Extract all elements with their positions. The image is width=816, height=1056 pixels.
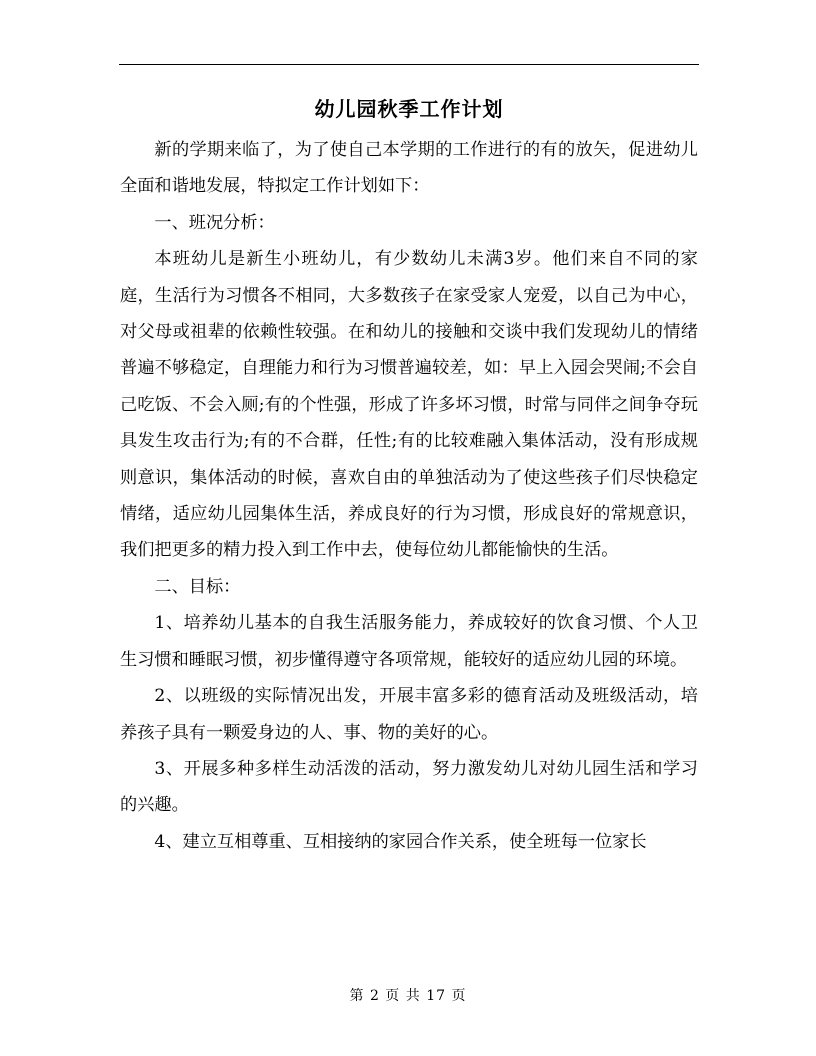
- header-rule: [119, 64, 699, 65]
- goal-item-4: 4、建立互相尊重、互相接纳的家园合作关系，使全班每一位家长: [154, 831, 647, 852]
- goal-item-3: 3、开展多种多样生动活泼的活动，努力激发幼儿对幼儿园生活和学习的兴趣。: [120, 758, 698, 816]
- section-heading-class-analysis: 一、班况分析：: [154, 212, 275, 233]
- document-title: 幼儿园秋季工作计划: [314, 97, 504, 121]
- page-number-footer: 第 2 页 共 17 页: [349, 988, 467, 1004]
- class-analysis-paragraph: 本班幼儿是新生小班幼儿，有少数幼儿未满3岁。他们来自不同的家庭，生活行为习惯各不相同，大多数孩子在家受家人宠爱，以自己为中心，对父母或祖辈的依赖性较强。在和幼儿的接触和交谈中我们发现幼儿的情绪普遍不够稳定，自理能力和行为习惯普遍较差，如：早上入园会哭闹;不会自己吃饭、不会入厕;有的个性强，形成了许多坏习惯，时常与同伴之间争夺玩具发生攻击行为;有的不合群，任性;有的比较难融入集体活动，没有形成规则意识，集体活动的时候，喜欢自由的单独活动为了使这些孩子们尽快稳定情绪，适应幼儿园集体生活，养成良好的行为习惯，形成良好的常规意识，我们把更多的精力投入到工作中去，使每位幼儿都能愉快的生活。: [120, 249, 698, 561]
- intro-paragraph: 新的学期来临了，为了使自己本学期的工作进行的有的放矢，促进幼儿全面和谐地发展，特拟定工作计划如下：: [120, 140, 698, 197]
- goal-item-1: 1、培养幼儿基本的自我生活服务能力，养成较好的饮食习惯、个人卫生习惯和睡眠习惯，初步懂得遵守各项常规，能较好的适应幼儿园的环境。: [120, 613, 698, 670]
- section-heading-goals: 二、目标：: [154, 576, 241, 597]
- document-body: [120, 92, 698, 860]
- goal-item-2: 2、以班级的实际情况出发，开展丰富多彩的德育活动及班级活动，培养孩子具有一颗爱身边的人、事、物的美好的心。: [120, 686, 698, 743]
